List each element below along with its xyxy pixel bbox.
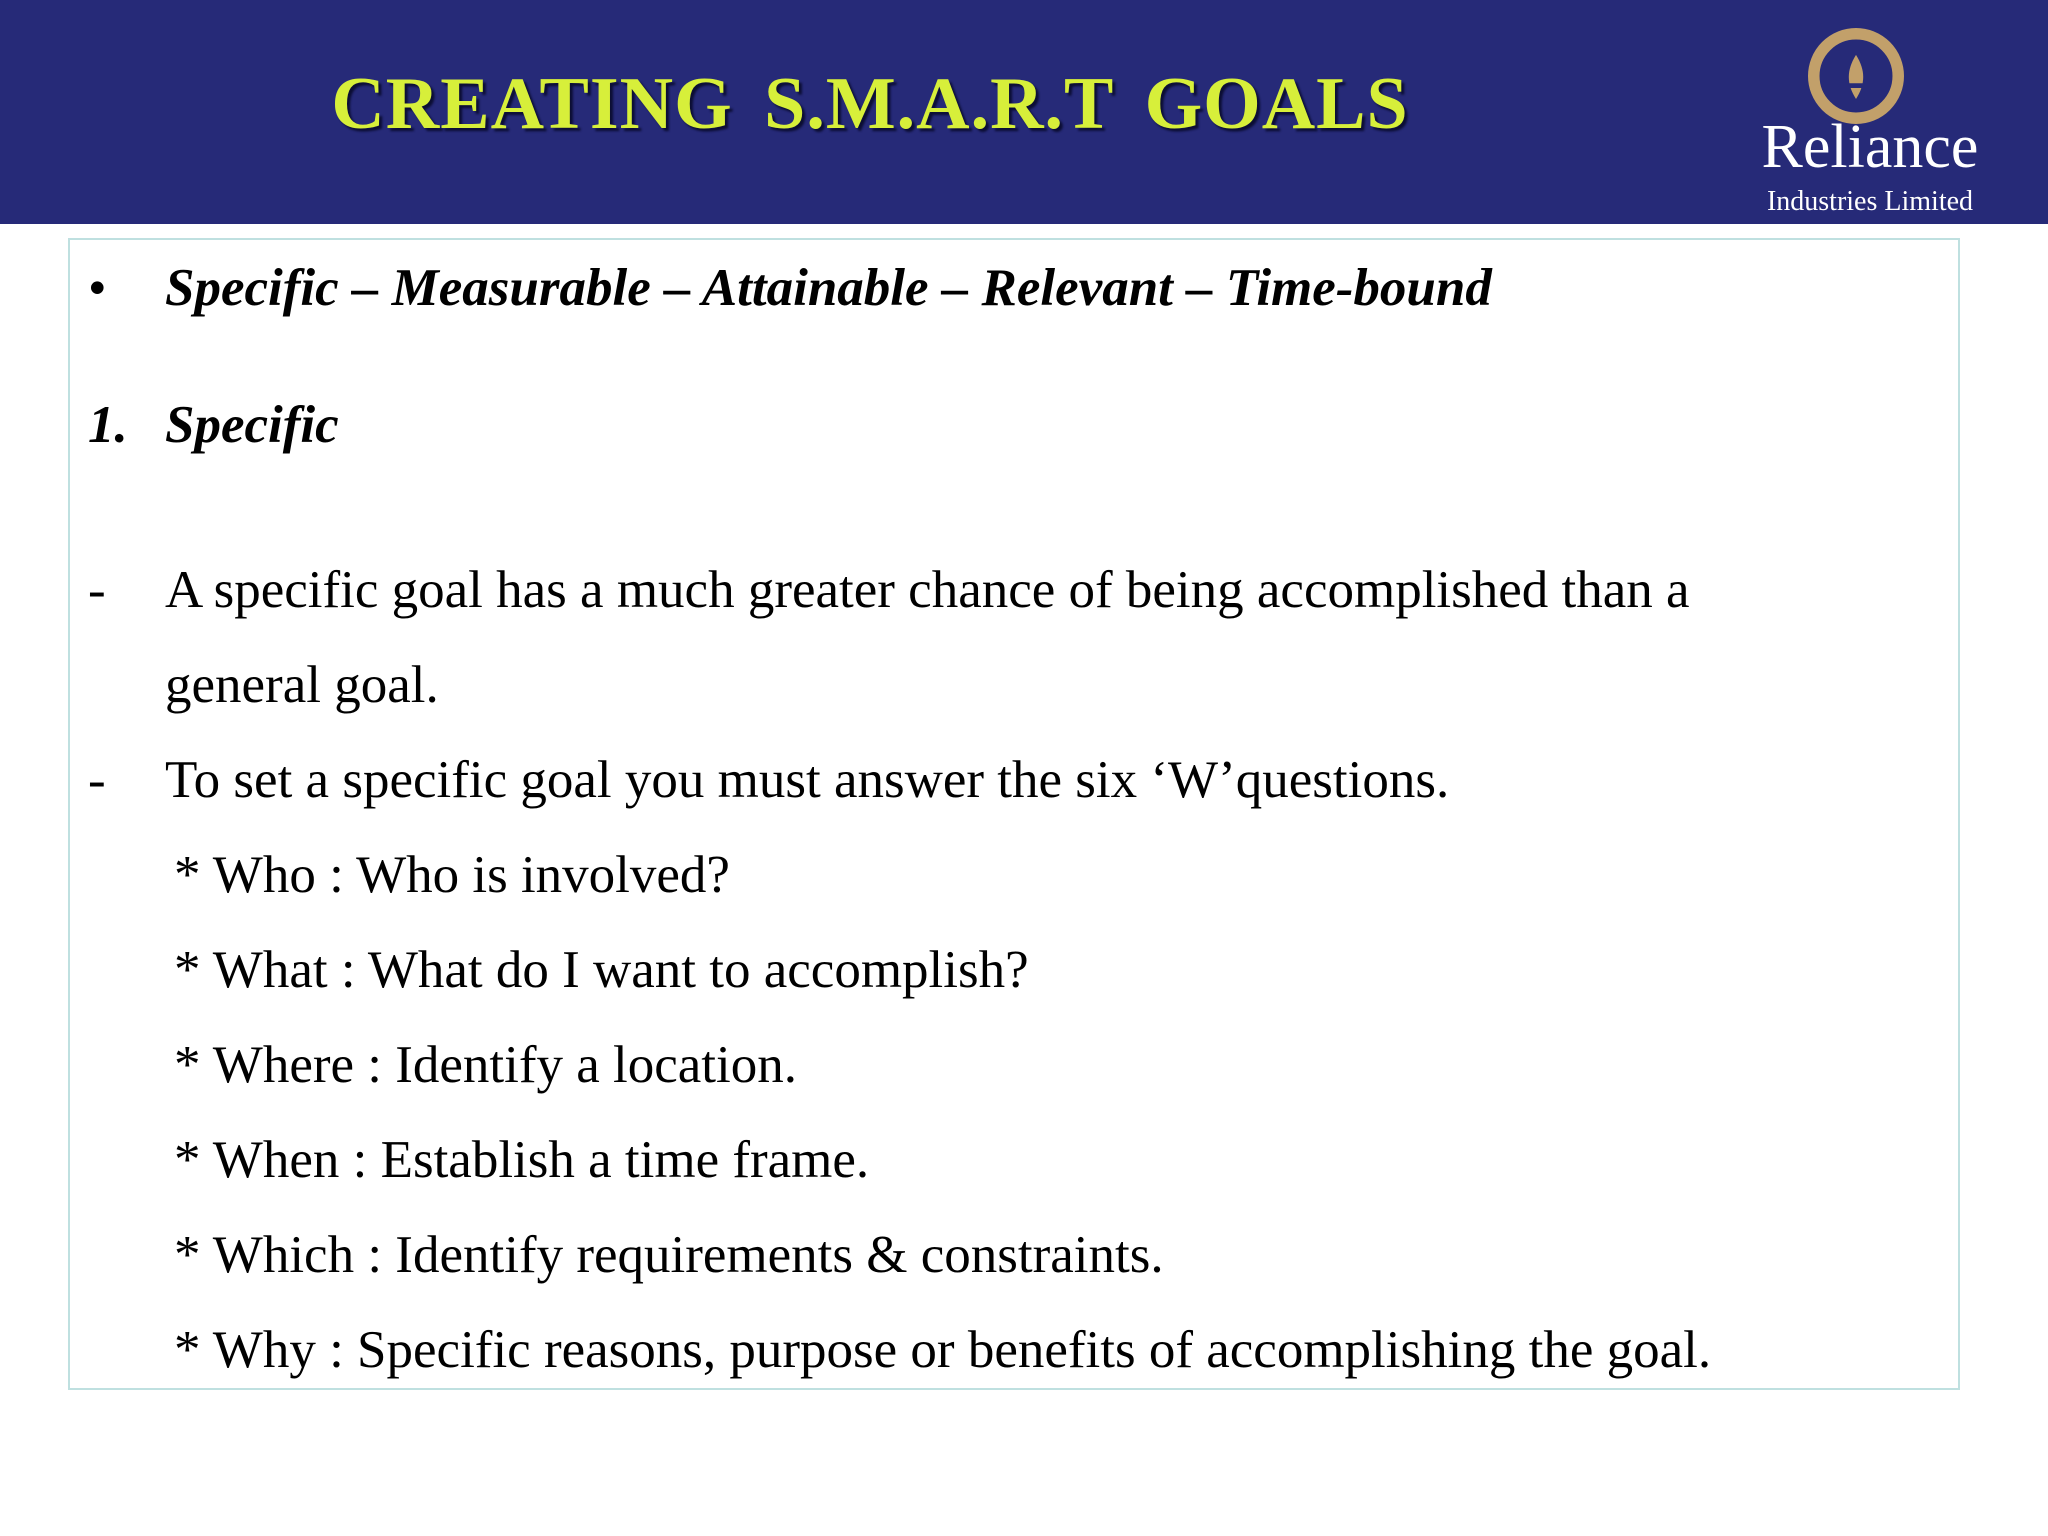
point-2: To set a specific goal you must answer the six ‘W’questions. — [165, 751, 1450, 809]
w-question-why: * Why : Specific reasons, purpose or benefits of accomplishing the goal. — [174, 1321, 1712, 1379]
bullet-marker: • — [88, 259, 107, 317]
header-banner — [0, 0, 2048, 224]
logo-subtitle: Industries Limited — [1766, 186, 1974, 217]
content-box — [68, 238, 1960, 1390]
logo-name: Reliance — [1761, 113, 1979, 181]
w-question-where: * Where : Identify a location. — [174, 1036, 798, 1094]
w-question-when: * When : Establish a time frame. — [174, 1131, 870, 1189]
dash-marker: - — [88, 561, 106, 619]
section-number: 1. — [88, 396, 128, 454]
w-question-what: * What : What do I want to accomplish? — [174, 941, 1029, 999]
reliance-logo-icon — [1808, 28, 1904, 124]
slide-title: CREATING S.M.A.R.T GOALS — [331, 63, 1409, 145]
dash-marker: - — [88, 751, 106, 809]
point-1-line-1: A specific goal has a much greater chance of being accomplished than a — [165, 561, 1690, 619]
w-question-which: * Which : Identify requirements & constraints. — [174, 1226, 1164, 1284]
company-logo — [1720, 20, 2020, 220]
smart-acronym-line: Specific – Measurable – Attainable – Relevant – Time-bound — [165, 259, 1492, 317]
section-title: Specific — [165, 396, 339, 454]
w-question-who: * Who : Who is involved? — [174, 846, 730, 904]
point-1-line-2: general goal. — [165, 656, 439, 714]
